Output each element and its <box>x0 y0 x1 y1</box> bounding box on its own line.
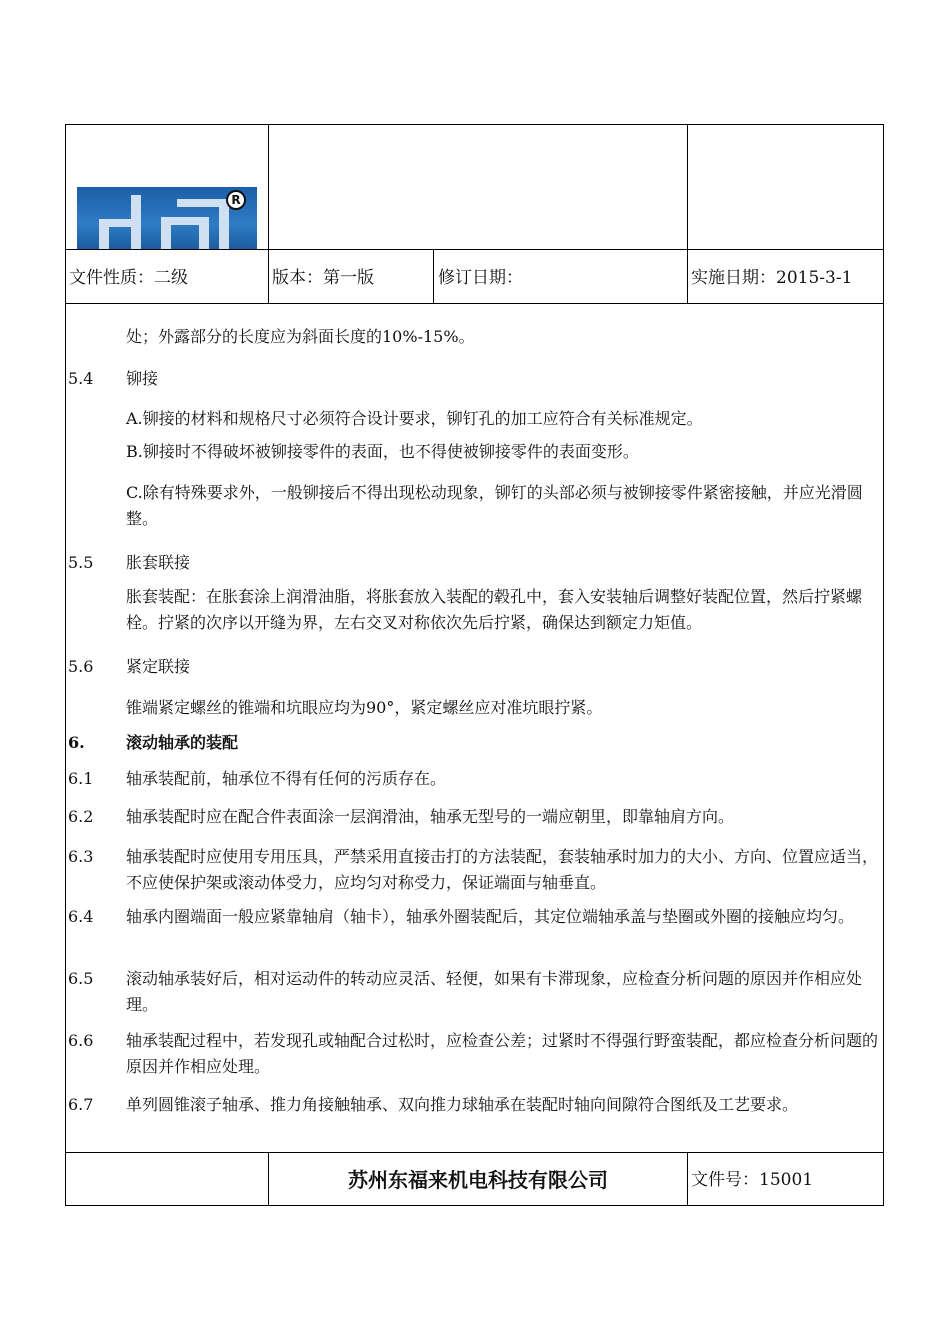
section-5-5-text: 胀套装配：在胀套涂上润滑油脂，将胀套放入装配的毂孔中，套入安装轴后调整好装配位置，然后拧紧螺栓。拧紧的次序以开缝为界，左右交叉对称依次先后拧紧，确保达到额定力矩值。 <box>126 587 863 632</box>
header-divider <box>65 249 884 250</box>
list-item: 轴承装配时应使用专用压具，严禁采用直接击打的方法装配，套装轴承时加力的大小、方向、位置应适当，不应使保护架或滚动体受力，应均匀对称受力，保证端面与轴垂直。 <box>126 847 879 892</box>
doc-effective-date: 实施日期：2015-3-1 <box>691 268 853 288</box>
company-name: 苏州东福来机电科技有限公司 <box>348 1168 608 1192</box>
footer-top-line <box>65 1152 884 1153</box>
list-item: 轴承装配时应在配合件表面涂一层润滑油，轴承无型号的一端应朝里，即靠轴肩方向。 <box>126 807 735 826</box>
section-5-6-text: 锥端紧定螺丝的锥端和坑眼应均为90°，紧定螺丝应对准坑眼拧紧。 <box>126 698 603 717</box>
section-5-6-number: 5.6 <box>68 657 94 676</box>
item-number: 6.1 <box>68 769 94 788</box>
section-6-number: 6. <box>68 733 85 752</box>
footer-col-line-1 <box>268 1152 269 1206</box>
registered-trademark-icon: R <box>226 190 246 210</box>
document-number: 文件号：15001 <box>691 1170 814 1190</box>
list-item: 轴承装配前，轴承位不得有任何的污质存在。 <box>126 769 447 788</box>
list-item: 轴承装配过程中，若发现孔或轴配合过松时，应检查公差；过紧时不得强行野蛮装配，都应检查分析问题的原因并作相应处理。 <box>126 1031 879 1076</box>
section-5-5-number: 5.5 <box>68 553 94 572</box>
item-number: 6.7 <box>68 1095 94 1114</box>
header-col-line-2 <box>433 249 434 304</box>
section-5-4-b: B.铆接时不得破坏被铆接零件的表面，也不得使被铆接零件的表面变形。 <box>126 442 639 461</box>
list-item: 单列圆锥滚子轴承、推力角接触轴承、双向推力球轴承在装配时轴向间隙符合图纸及工艺要求。 <box>126 1095 799 1114</box>
list-item: 滚动轴承装好后，相对运动件的转动应灵活、轻便，如果有卡滞现象，应检查分析问题的原因并作相应处理。 <box>126 969 863 1014</box>
item-number: 6.3 <box>68 847 94 866</box>
doc-revision-date: 修订日期： <box>438 268 523 288</box>
list-item: 轴承内圈端面一般应紧靠轴肩（轴卡），轴承外圈装配后，其定位端轴承盖与垫圈或外圈的接触应均匀。 <box>126 907 855 926</box>
section-5-6-title: 紧定联接 <box>126 657 191 676</box>
section-5-4-c: C.除有特殊要求外，一般铆接后不得出现松动现象，铆钉的头部必须与被铆接零件紧密接触，并应光滑圆整。 <box>126 483 863 528</box>
doc-version: 版本：第一版 <box>272 268 374 288</box>
section-5-5-title: 胀套联接 <box>126 553 191 572</box>
header-col-line-3 <box>687 124 688 304</box>
item-number: 6.4 <box>68 907 94 926</box>
item-number: 6.6 <box>68 1031 94 1050</box>
section-5-4-title: 铆接 <box>126 369 159 388</box>
section-5-4-a: A.铆接的材料和规格尺寸必须符合设计要求，铆钉孔的加工应符合有关标准规定。 <box>126 409 703 428</box>
footer-col-line-2 <box>687 1152 688 1206</box>
doc-nature: 文件性质：二级 <box>69 268 188 288</box>
item-number: 6.2 <box>68 807 94 826</box>
header-bottom-line <box>65 303 884 304</box>
header-col-line-1 <box>268 124 269 304</box>
continued-line: 处；外露部分的长度应为斜面长度的10%-15%。 <box>126 327 475 346</box>
section-6-title: 滚动轴承的装配 <box>126 733 239 752</box>
item-number: 6.5 <box>68 969 94 988</box>
section-5-4-number: 5.4 <box>68 369 94 388</box>
